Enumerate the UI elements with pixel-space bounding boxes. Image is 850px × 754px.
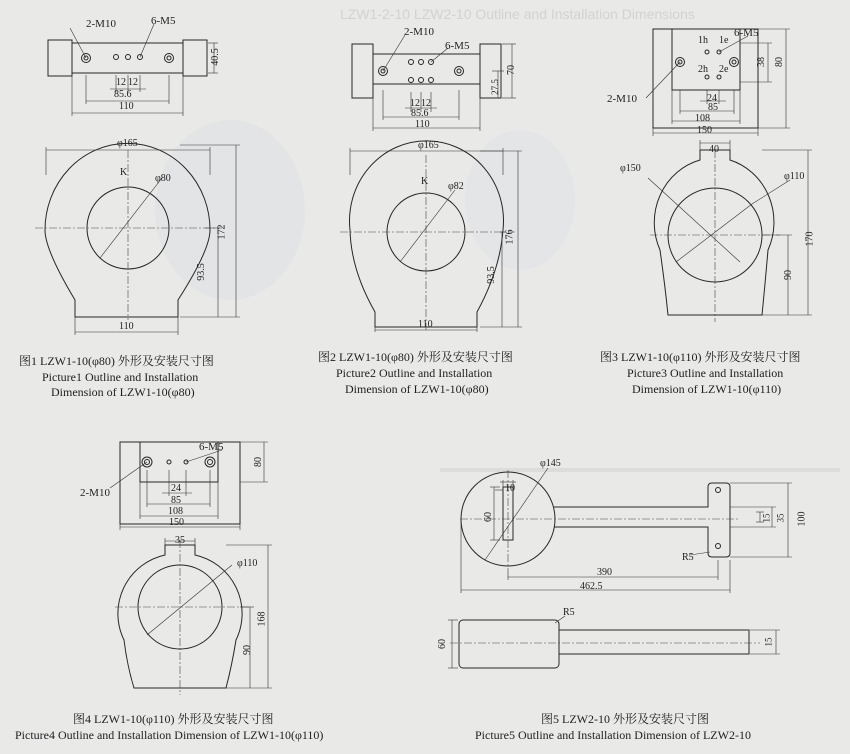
fig3-label-m5: 6-M5 [734,27,759,39]
fig5-dim-35: 35 [775,513,786,523]
fig5-dim-side-15: 15 [763,637,774,647]
fig3-dim-total-height: 170 [804,231,816,247]
fig3-caption-en-2: Dimension of LZW1-10(φ110) [632,382,782,396]
fig4-dim-108: 108 [168,506,183,517]
fig1-caption-en-1: Picture1 Outline and Installation [42,370,199,384]
fig1-dim-height: 40.5 [209,48,221,66]
fig3-dim-pitch: 24 [707,93,717,104]
fig1-caption-en-2: Dimension of LZW1-10(φ80) [51,385,195,399]
fig2-caption-en-2: Dimension of LZW1-10(φ80) [345,382,489,396]
fig2-dim-lower-height: 93.5 [485,266,497,284]
fig1-dim-width: 110 [119,101,134,112]
fig3-dim-38: 38 [756,57,767,67]
fig3-dim-85: 85 [708,102,718,113]
fig5-dim-slot-height: 60 [483,512,494,522]
fig5-dim-15: 15 [761,513,772,523]
fig3-terminal-1e: 1e [719,35,729,46]
fig3-dim-outer-diameter: φ150 [620,163,641,174]
fig1-label-m5: 6-M5 [151,15,176,27]
fig2-dim-base-width: 110 [418,319,433,330]
fig4-label-m10: 2-M10 [80,487,110,499]
fig2-label-m5: 6-M5 [445,40,470,52]
fig2-caption-cn: 图2 LZW1-10(φ80) 外形及安装尺寸图 [318,350,513,364]
fig4-dim-total-height: 168 [256,611,268,627]
fig3-caption-cn: 图3 LZW1-10(φ110) 外形及安装尺寸图 [600,350,801,364]
fig4-caption-en: Picture4 Outline and Installation Dimension of LZW1-10(φ110) [15,728,324,742]
fig4-dim-top-width: 35 [175,535,185,546]
fig1-dim-outer-diameter: φ165 [117,138,138,149]
fig1-dim-pitch-b: 12 [128,77,138,88]
fig3-terminal-2e: 2e [719,64,729,75]
fig2-caption-en-1: Picture2 Outline and Installation [336,366,493,380]
fig5-label-r5: R5 [682,552,694,563]
fig2-label-k: K [421,176,429,187]
fig5-label-r5-side: R5 [563,607,575,618]
fig2-dim-overall-height: 176 [504,229,516,245]
fig4-dim-width: 150 [169,517,184,528]
fig4-dim-pitch: 24 [171,483,181,494]
fig3-caption-en-1: Picture3 Outline and Installation [627,366,784,380]
fig1-dim-base-width: 110 [119,321,134,332]
fig5-dim-slot-width: 10 [505,483,515,494]
fig5-caption-en: Picture5 Outline and Installation Dimension of LZW2-10 [475,728,751,742]
fig2-dim-small-height: 27.5 [489,79,500,95]
fig2-dim-pitch-b: 12 [421,98,431,109]
fig4-dim-80: 80 [253,457,264,467]
fig5-dim-side-60: 60 [437,639,448,649]
fig4-dim-lower-height: 90 [242,645,253,655]
fig3-front-view [648,140,812,322]
fig2-dim-span: 85.6 [411,108,429,119]
fig2-dim-width: 110 [415,119,430,130]
fig3-dim-108: 108 [695,113,710,124]
fig3-dim-width: 150 [697,125,712,136]
fig5-caption-cn: 图5 LZW2-10 外形及安装尺寸图 [541,712,709,726]
fig2-dim-inner-diameter: φ82 [448,181,464,192]
fig1-caption-cn: 图1 LZW1-10(φ80) 外形及安装尺寸图 [19,354,214,368]
fig2-dim-pitch-a: 12 [410,98,420,109]
fig1-dim-span: 85.6 [114,89,132,100]
fig3-terminal-1h: 1h [698,35,708,46]
fig2-dim-outer-diameter: φ165 [418,140,439,151]
fig3-dim-lower-height: 90 [783,270,794,280]
fig1-label-k: K [120,167,128,178]
background-bleed-text: LZW1-2-10 LZW2-10 Outline and Installation Dimensions [340,6,695,22]
fig2-dim-total-height: 70 [506,65,517,75]
fig1-dim-pitch-a: 12 [116,77,126,88]
fig4-top-view [110,442,268,530]
fig3-dim-80: 80 [774,57,785,67]
fig5-side-view [448,616,780,668]
fig4-dim-inner-diameter: φ110 [237,558,258,569]
fig5-dim-390: 390 [597,567,612,578]
fig3-label-m10: 2-M10 [607,93,637,105]
fig1-dim-total-height: 172 [216,224,228,240]
fig5-dim-diameter: φ145 [540,458,561,469]
fig4-dim-85: 85 [171,495,181,506]
fig3-terminal-2h: 2h [698,64,708,75]
fig4-label-m5: 6-M5 [199,441,224,453]
fig3-dim-inner-diameter: φ110 [784,171,805,182]
fig1-dim-lower-height: 93.5 [195,263,207,281]
fig1-dim-inner-diameter: φ80 [155,173,171,184]
fig3-dim-top-width: 40 [709,144,719,155]
fig3-top-view [646,29,790,136]
fig1-label-m10: 2-M10 [86,18,116,30]
fig2-label-m10: 2-M10 [404,26,434,38]
fig5-dim-100: 100 [796,511,808,527]
fig5-dim-462: 462.5 [580,581,603,592]
fig4-caption-cn: 图4 LZW1-10(φ110) 外形及安装尺寸图 [73,712,274,726]
